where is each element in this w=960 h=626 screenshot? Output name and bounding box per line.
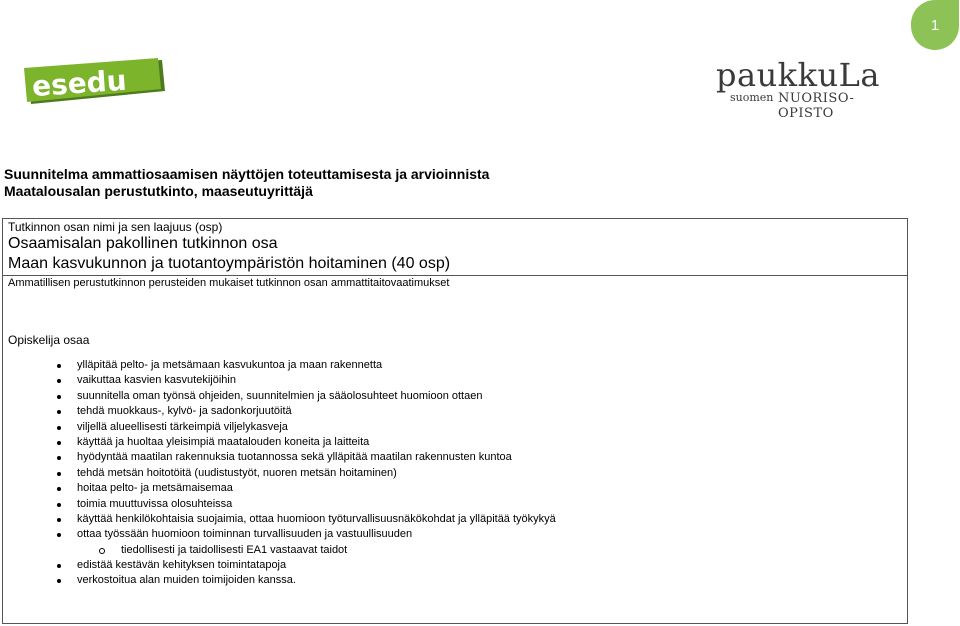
list-item: ylläpitää pelto- ja metsämaan kasvukuntoa ja maan rakennetta bbox=[57, 358, 556, 373]
list-item: ottaa työssään huomioon toiminnan turvallisuuden ja vastuullisuuden bbox=[57, 527, 556, 542]
document-title bbox=[4, 166, 489, 200]
esedu-logo-text: esedu bbox=[30, 63, 128, 104]
list-item: vaikuttaa kasvien kasvutekijöihin bbox=[57, 373, 556, 388]
document-title-line2: Maatalousalan perustutkinto, maaseutuyrittäjä bbox=[4, 183, 313, 199]
list-item: verkostoitua alan muiden toimijoiden kanssa. bbox=[57, 573, 556, 588]
unit-frame bbox=[2, 218, 908, 624]
list-item: toimia muuttuvissa olosuhteissa bbox=[57, 497, 556, 512]
paukkula-logo bbox=[716, 56, 894, 121]
lead-text: Opiskelija osaa bbox=[8, 333, 90, 347]
page-number-badge: 1 bbox=[911, 0, 959, 50]
list-item: suunnitella oman työnsä ohjeiden, suunnitelmien ja sääolosuhteet huomioon ottaen bbox=[57, 389, 556, 404]
paukkula-logo-sub1: suomen bbox=[730, 91, 774, 104]
list-item: käyttää henkilökohtaisia suojaimia, ottaa huomioon työturvallisuusnäkökohdat ja ylläpitää työkykyä bbox=[57, 512, 556, 527]
list-item: viljellä alueellisesti tärkeimpiä viljelykasveja bbox=[57, 420, 556, 435]
list-item: tehdä metsän hoitotöitä (uudistustyöt, nuoren metsän hoitaminen) bbox=[57, 466, 556, 481]
paukkula-logo-sub2: NUORISO-OPISTO bbox=[778, 91, 855, 121]
frame-divider bbox=[3, 275, 907, 276]
list-item: käyttää ja huoltaa yleisimpiä maatalouden koneita ja laitteita bbox=[57, 435, 556, 450]
paukkula-logo-main: paukkuLa bbox=[716, 56, 880, 94]
unit-heading-2: Maan kasvukunnon ja tuotantoympäristön hoitaminen (40 osp) bbox=[8, 255, 451, 272]
sub-list-item: tiedollisesti ja taidollisesti EA1 vastaavat taidot bbox=[57, 543, 556, 558]
unit-heading-1: Osaamisalan pakollinen tutkinnon osa bbox=[8, 235, 278, 252]
document-title-line1: Suunnitelma ammattiosaamisen näyttöjen toteuttamisesta ja arvioinnista bbox=[4, 166, 490, 182]
skills-list bbox=[57, 358, 556, 589]
list-item: tehdä muokkaus-, kylvö- ja sadonkorjuutöitä bbox=[57, 404, 556, 419]
list-item: hyödyntää maatilan rakennuksia tuotannossa sekä ylläpitää maatilan rakennusten kuntoa bbox=[57, 450, 556, 465]
list-item: hoitaa pelto- ja metsämaisemaa bbox=[57, 481, 556, 496]
list-item: edistää kestävän kehityksen toimintatapoja bbox=[57, 558, 556, 573]
esedu-logo bbox=[22, 58, 167, 108]
unit-name-label: Tutkinnon osan nimi ja sen laajuus (osp) bbox=[8, 220, 223, 234]
unit-subheading: Ammatillisen perustutkinnon perusteiden mukaiset tutkinnon osan ammattitaitovaatimukset bbox=[8, 277, 450, 289]
